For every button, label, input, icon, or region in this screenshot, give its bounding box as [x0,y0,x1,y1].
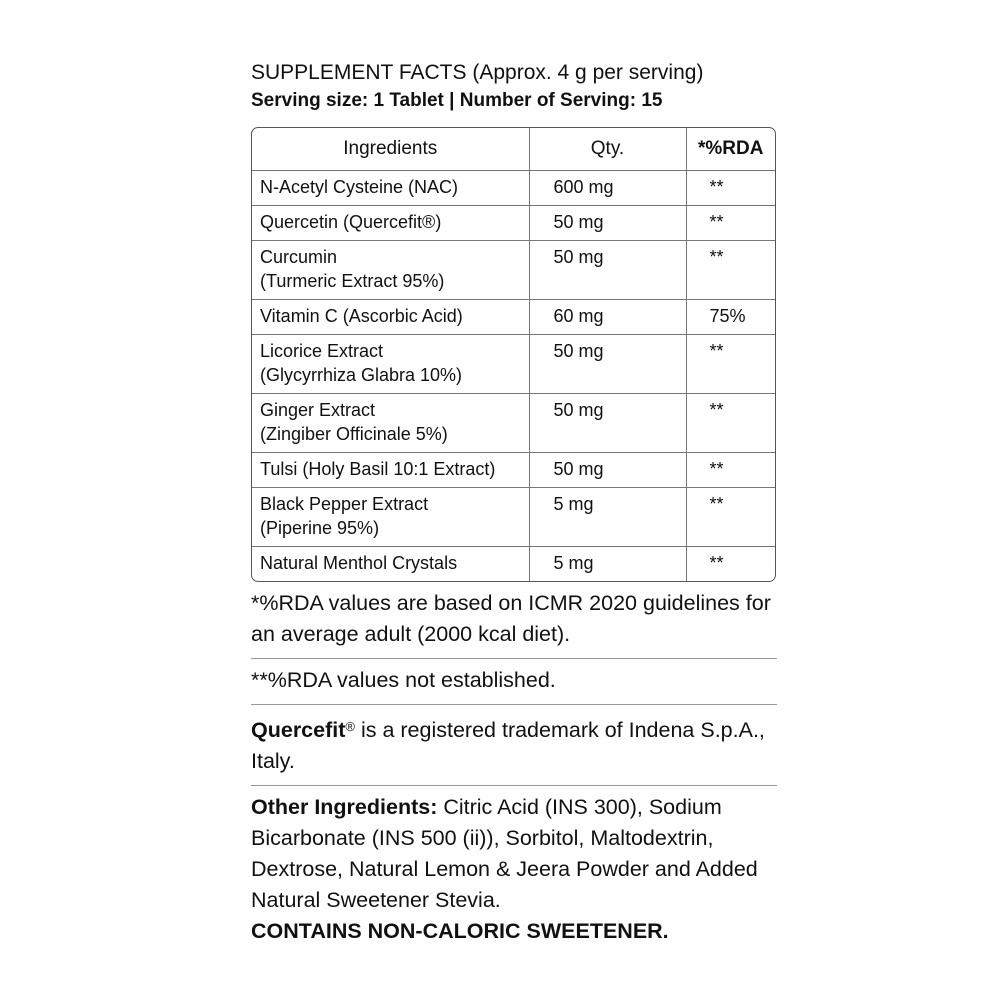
rda-basis-note: *%RDA values are based on ICMR 2020 guidelines for an average adult (2000 kcal diet). [251,588,777,659]
trademark-note [251,705,777,786]
table-row [252,241,775,300]
other-ingredients-text: Citric Acid (INS 300), Sodium Bicarbonate (INS 500 (ii)), Sorbitol, Maltodextrin, Dextrose, Natural Lemon & Jeera Powder and Added Natural Sweetener Stevia. [251,795,758,912]
rda-cell: ** [686,453,775,488]
quantity-cell: 600 mg [529,171,686,206]
rda-cell: ** [686,394,775,453]
ingredient-cell [252,206,529,241]
ingredient-rows [252,171,775,582]
table-row [252,300,775,335]
ingredient-subtitle: (Zingiber Officinale 5%) [260,424,448,444]
rda-cell: ** [686,335,775,394]
table-row [252,171,775,206]
quantity-cell: 5 mg [529,488,686,547]
table-row [252,547,775,582]
contains-warning: CONTAINS NON-CALORIC SWEETENER. [251,919,669,943]
ingredient-cell [252,241,529,300]
header-approx: (Approx. 4 g per serving) [472,61,704,84]
table-row [252,453,775,488]
ingredients-table-wrap [251,127,776,582]
ingredient-name: N-Acetyl Cysteine (NAC) [260,177,459,197]
rda-cell: 75% [686,300,775,335]
quantity-cell: 50 mg [529,394,686,453]
table-row [252,394,775,453]
ingredient-name: Licorice Extract [260,341,384,361]
rda-not-established-note: **%RDA values not established. [251,659,777,705]
registered-mark: ® [345,719,355,734]
table-row [252,335,775,394]
ingredient-cell [252,488,529,547]
supplement-facts-label [251,58,811,955]
quantity-cell: 50 mg [529,241,686,300]
table-row [252,488,775,547]
ingredient-name: Curcumin [260,247,338,267]
table-row [252,206,775,241]
quantity-cell: 50 mg [529,453,686,488]
quantity-cell: 5 mg [529,547,686,582]
ingredient-name: Natural Menthol Crystals [260,553,458,573]
ingredient-cell [252,547,529,582]
notes-section [251,588,777,955]
ingredient-name: Ginger Extract [260,400,376,420]
rda-cell: ** [686,241,775,300]
other-ingredients-note [251,786,811,955]
table-header-row [252,128,775,171]
ingredient-name: Tulsi (Holy Basil 10:1 Extract) [260,459,496,479]
ingredient-cell [252,453,529,488]
ingredient-cell [252,394,529,453]
trademark-text: is a registered trademark of Indena S.p.A., Italy. [251,718,765,773]
rda-cell: ** [686,547,775,582]
ingredients-table [252,128,775,581]
quantity-cell: 60 mg [529,300,686,335]
quantity-cell: 50 mg [529,206,686,241]
rda-cell: ** [686,206,775,241]
ingredient-subtitle: (Glycyrrhiza Glabra 10%) [260,365,463,385]
header-title-line [251,58,811,87]
ingredient-subtitle: (Piperine 95%) [260,518,380,538]
trademark-brand: Quercefit [251,718,346,742]
ingredient-name: Vitamin C (Ascorbic Acid) [260,306,463,326]
column-header-ingredients: Ingredients [252,128,529,171]
ingredient-cell [252,300,529,335]
serving-line: Serving size: 1 Tablet | Number of Serving: 15 [251,90,663,111]
rda-cell: ** [686,488,775,547]
ingredient-cell [252,335,529,394]
column-header-qty: Qty. [529,128,686,171]
ingredient-subtitle: (Turmeric Extract 95%) [260,271,445,291]
other-ingredients-label: Other Ingredients: [251,795,438,819]
column-header-rda: *%RDA [686,128,775,171]
header-title: SUPPLEMENT FACTS [251,61,467,84]
quantity-cell: 50 mg [529,335,686,394]
ingredient-name: Quercetin (Quercefit®) [260,212,442,232]
rda-cell: ** [686,171,775,206]
ingredient-cell [252,171,529,206]
ingredient-name: Black Pepper Extract [260,494,429,514]
